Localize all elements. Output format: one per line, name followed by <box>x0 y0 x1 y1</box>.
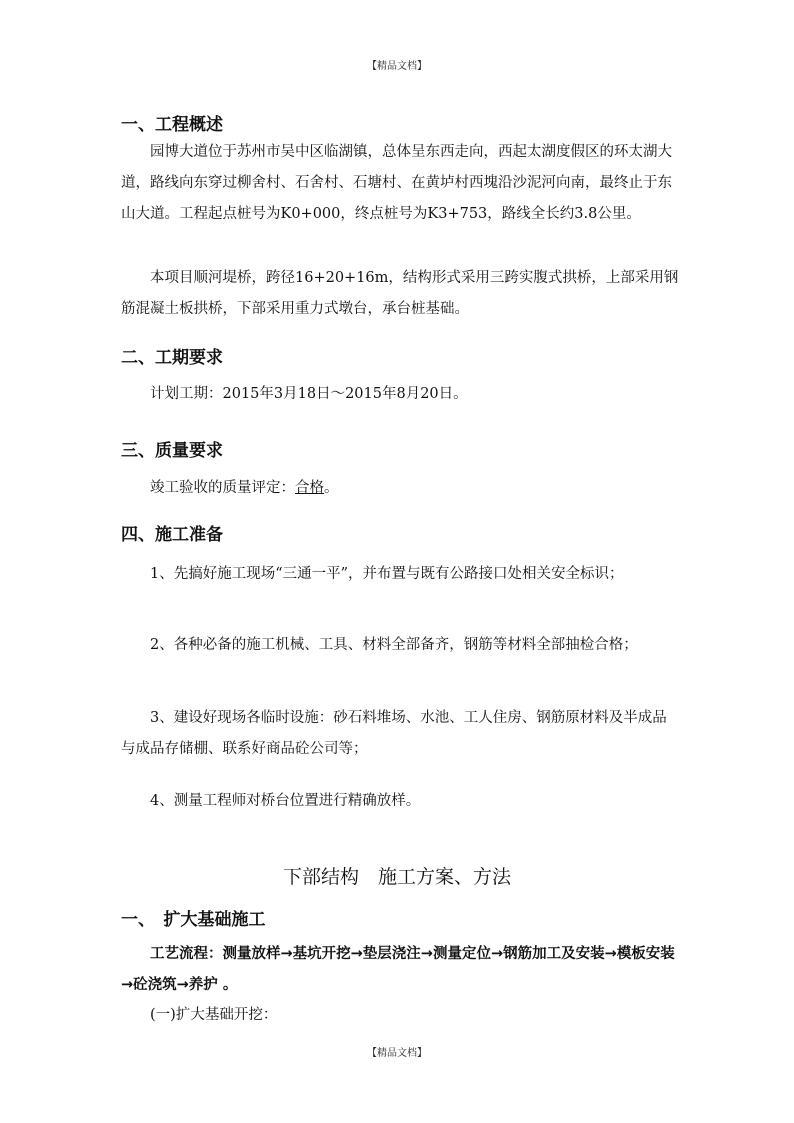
subsection-1-heading: 一、 扩大基础施工 <box>121 910 266 930</box>
page-header: 【精品文档】 <box>367 61 427 72</box>
subsection-1-1-heading: (一)扩大基础开挖： <box>150 1007 278 1023</box>
prep-item-4: 4、测量工程师对桥台位置进行精确放样。 <box>150 793 421 809</box>
page-footer: 【精品文档】 <box>367 1048 427 1059</box>
section-1-heading: 一、工程概述 <box>121 115 223 135</box>
section-1-paragraph-1: 园博大道位于苏州市吴中区临湖镇，总体呈东西走向，西起太湖度假区的环太湖大道，路线向东穿过柳舍村、石舍村、石塘村、在黄垆村西塊沿沙泥河向南，最终止于东山大道。工程起点桩号为K0+000，终点桩号为K3+753，路线全长约3.8公里。 <box>121 144 672 222</box>
prep-item-3: 3、建设好现场各临时设施：砂石料堆场、水池、工人住房、钢筋原材料及半成品与成品存储棚、联系好商品砼公司等； <box>121 710 667 757</box>
section-3-paragraph <box>121 473 681 504</box>
prep-item-2: 2、各种必备的施工机械、工具、材料全部备齐，钢筋等材料全部抽检合格； <box>150 637 638 653</box>
quality-value: 合格 <box>295 480 324 496</box>
process-flow: 工艺流程：测量放样→基坑开挖→垫层浇注→测量定位→钢筋加工及安装→模板安装→砼浇筑→养护 。 <box>121 946 675 993</box>
section-4-heading: 四、施工准备 <box>121 525 223 545</box>
prep-item-1: 1、先搞好施工现场“三通一平”，并布置与既有公路接口处相关安全标识； <box>150 566 624 582</box>
section-2-heading: 二、工期要求 <box>121 348 223 368</box>
quality-label: 竣工验收的质量评定： <box>150 480 295 496</box>
section-2-paragraph: 计划工期：2015年3月18日～2015年8月20日。 <box>150 386 468 402</box>
section-3-heading: 三、质量要求 <box>121 441 223 461</box>
section-1-paragraph-2: 本项目顺河堤桥，跨径16+20+16m，结构形式采用三跨实腹式拱桥，上部采用钢筋混凝土板拱桥，下部采用重力式墩台，承台桩基础。 <box>121 270 679 317</box>
quality-suffix: 。 <box>324 480 339 496</box>
main-title: 下部结构 施工方案、方法 <box>282 866 511 888</box>
